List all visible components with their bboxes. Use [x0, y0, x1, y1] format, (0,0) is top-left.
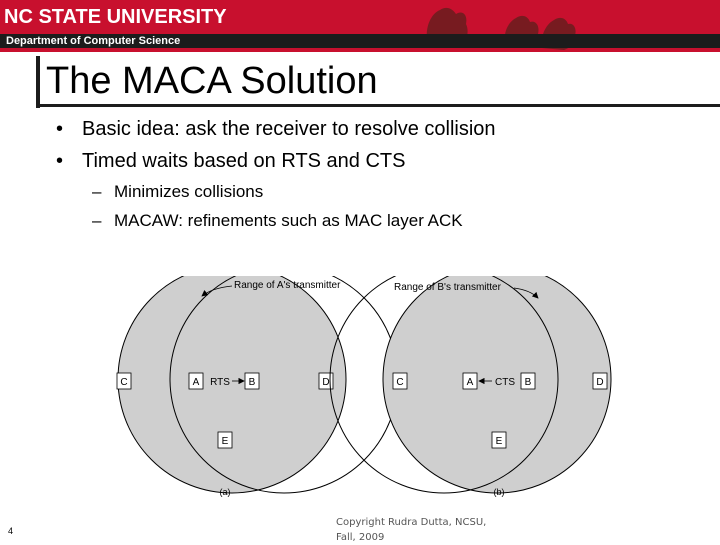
range-circle-a: [118, 276, 346, 493]
maca-diagram: [112, 276, 612, 498]
bullet-list: [56, 113, 696, 177]
rts-message: RTS: [210, 377, 230, 388]
node-d-label: D: [322, 377, 330, 388]
department-name: Department of Computer Science: [6, 35, 181, 47]
node-b-label-b: B: [524, 377, 532, 388]
range-label-b: Range of B's transmitter: [394, 282, 501, 293]
page-number: 4: [8, 526, 14, 536]
bullet-text: Timed waits based on RTS and CTS: [82, 150, 406, 172]
sub-bullet-list: [92, 177, 463, 235]
caption-b: (b): [493, 487, 505, 497]
sub-bullet-item: [92, 206, 463, 235]
sub-bullet-item: [92, 177, 463, 206]
node-d-label-b: D: [596, 377, 604, 388]
node-b-label: B: [248, 377, 256, 388]
title-underline: [36, 104, 720, 107]
node-e-label: E: [221, 436, 229, 447]
caption-a: (a): [219, 487, 231, 497]
node-c-label-b: C: [396, 377, 404, 388]
header-banner: [0, 0, 720, 52]
slide-title: The MACA Solution: [46, 60, 378, 102]
copyright-line: Fall, 2009: [336, 532, 385, 543]
sub-bullet-text: Minimizes collisions: [114, 182, 264, 201]
panel-a: [117, 276, 398, 497]
title-accent-bar: [36, 56, 40, 108]
range-label-a: Range of A's transmitter: [234, 280, 341, 291]
copyright-notice: [336, 515, 536, 545]
sub-bullet-text: MACAW: refinements such as MAC layer ACK: [114, 211, 463, 230]
bullet-marker: •: [56, 118, 64, 140]
sub-bullet-marker: –: [92, 211, 102, 230]
node-a-label-b: A: [466, 377, 474, 388]
bullet-item: [56, 145, 696, 177]
department-strip: [0, 34, 720, 48]
bullet-item: [56, 113, 696, 145]
node-a-label: A: [192, 377, 200, 388]
cts-message: CTS: [495, 377, 515, 388]
copyright-line: Copyright Rudra Dutta, NCSU,: [336, 517, 487, 528]
university-brand: NC STATE UNIVERSITY: [4, 6, 227, 28]
bullet-marker: •: [56, 150, 64, 172]
node-c-label: C: [120, 377, 128, 388]
sub-bullet-marker: –: [92, 182, 102, 201]
node-e-label-b: E: [495, 436, 503, 447]
bullet-text: Basic idea: ask the receiver to resolve collision: [82, 118, 496, 140]
panel-b: [330, 276, 611, 497]
